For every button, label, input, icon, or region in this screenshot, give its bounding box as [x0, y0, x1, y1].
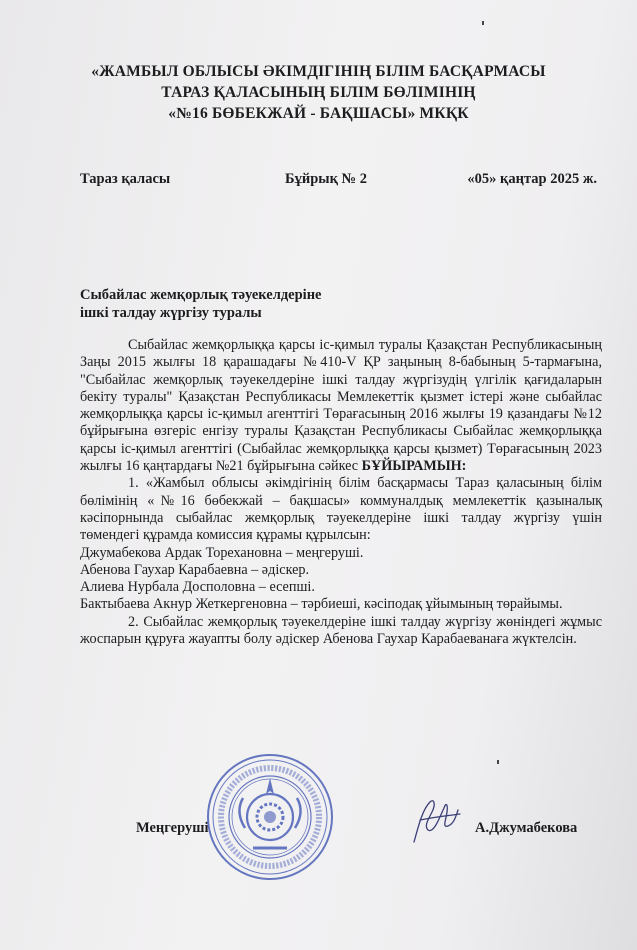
paper-mark: [497, 760, 499, 764]
subject-line-1: Сыбайлас жемқорлық тәуекелдеріне: [80, 287, 322, 303]
member-1: Джумабекова Ардак Торехановна – меңгеруші.: [80, 544, 364, 561]
order-body: [80, 337, 602, 648]
order-word: БҰЙЫРАМЫН:: [361, 458, 467, 475]
order-number: Бұйрық № 2: [285, 171, 368, 187]
item-1: 1. «Жамбыл облысы әкімдігінің білім басқармасы Тараз қаласының білім бөлімінің «№16 бөбекжай – бақшасы» коммуналдық мемлекеттік қазыналық кәсіпорнында сыбайлас жемқорлық тәуекелдеріне ішкі талдау жүргізу үшін төмендегі құрамда комиссия құрамы құрылсын:: [80, 475, 602, 544]
organization-header: [0, 61, 637, 124]
order-subject: [80, 286, 322, 322]
handwritten-signature: [400, 790, 470, 850]
member-2: Абенова Гаухар Карабаевна – әдіскер.: [80, 561, 310, 578]
item-2: 2. Сыбайлас жемқорлық тәуекелдеріне ішкі талдау жүргізу жөніндегі жұмыс жоспарын құруға жауапты болу әдіскер Абенова Гаухар Карабаеванаға жүктелсін.: [80, 613, 602, 648]
preamble-text: Сыбайлас жемқорлыққа қарсы іс-қимыл туралы Қазақстан Республикасының Заңы 2015 жылғы 18 қарашадағы №410-V ҚР заңының 8-бабының 5-тармағына, "Сыбайлас жемқорлық тәуекелдеріне ішкі талдау жүргізудің үлгілік қағидаларын бекіту туралы" Қазақстан Республикасы Мемлекеттік қызмет істері және сыбайлас жемқорлыққа қарсы іс-қимыл агенттігі Төрағасының 2016 жылғы 19 қазандағы №12 бұйрығына өзгеріс енгізу туралы Қазақстан Республикасы Сыбайлас жемқорлыққа қарсы іс-қимыл агенттігі (Сыбайлас жемқорлыққа қарсы қызмет) Төрағасының 2023 жылғы 16 қаңтардағы №21 бұйрығына сәйкес: [80, 337, 602, 475]
paper-mark: [482, 21, 484, 25]
preamble-paragraph: [80, 337, 602, 475]
order-date: «05» қаңтар 2025 ж.: [467, 171, 597, 187]
city: Тараз қаласы: [80, 171, 171, 187]
member-4: Бактыбаева Акнур Жеткергеновна – тәрбиеші, кәсіподақ ұйымының төрайымы.: [80, 596, 563, 613]
header-line-2: ТАРАЗ ҚАЛАСЫНЫҢ БІЛІМ БӨЛІМІНІҢ: [161, 84, 476, 101]
header-line-3: «№16 БӨБЕКЖАЙ - БАҚШАСЫ» МКҚК: [168, 105, 469, 122]
signature-title: Меңгеруші: [136, 820, 209, 836]
member-3: Алиева Нурбала Досполовна – есепші.: [80, 579, 315, 596]
signatory-name: А.Джумабекова: [475, 820, 578, 836]
header-line-1: «ЖАМБЫЛ ОБЛЫСЫ ӘКІМДІГІНІҢ БІЛІМ БАСҚАРМАСЫ: [91, 63, 546, 80]
seal-stamp: [205, 752, 335, 882]
subject-line-2: ішкі талдау жүргізу туралы: [80, 305, 262, 321]
